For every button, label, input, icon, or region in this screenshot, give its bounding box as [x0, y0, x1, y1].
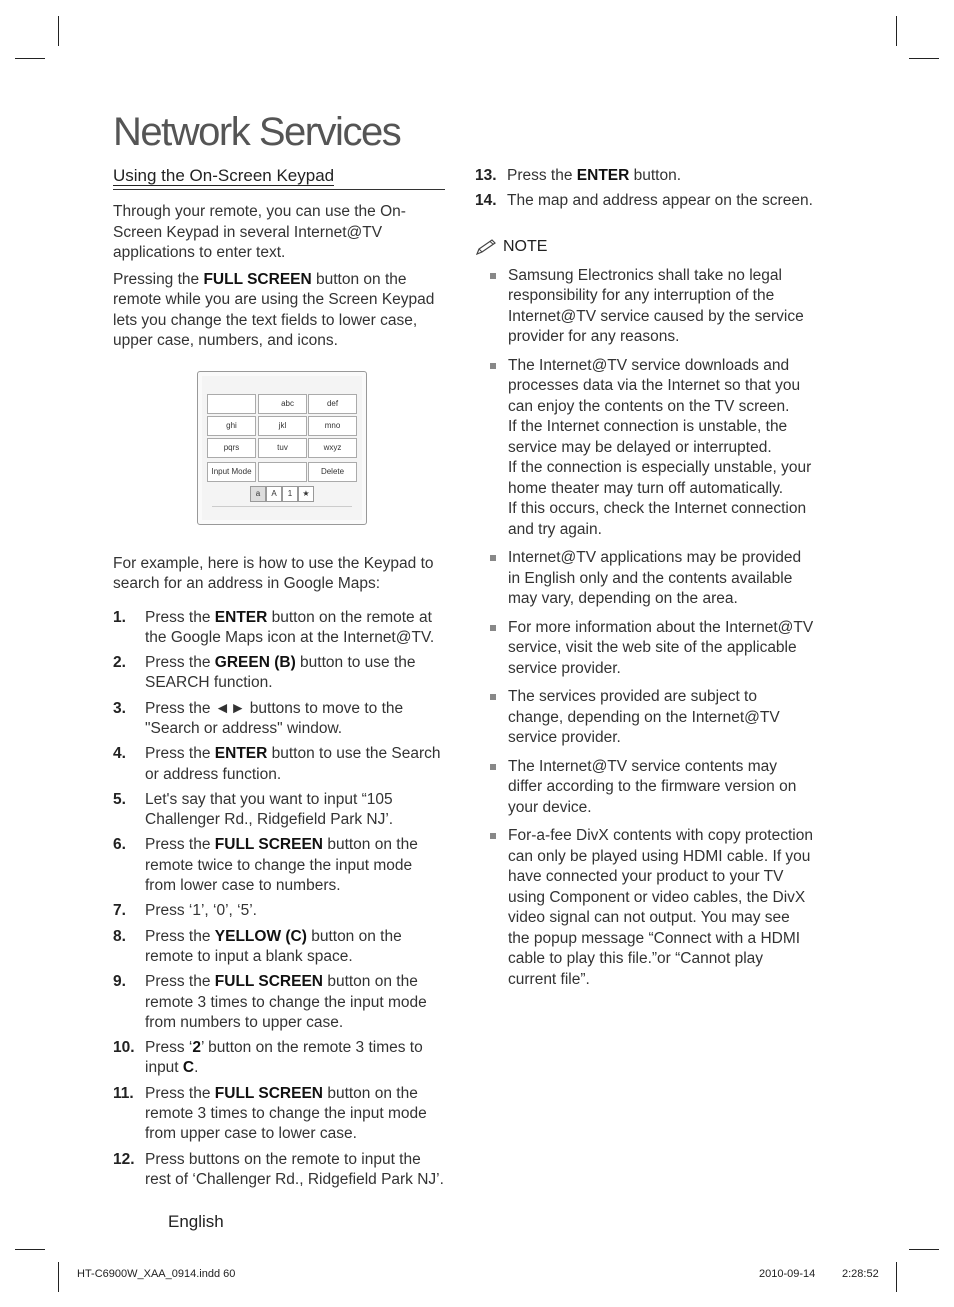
input-mode-bar [250, 486, 314, 502]
crop-mark [896, 1262, 897, 1292]
step-text: Press ‘1’, ‘0’, ‘5’. [145, 902, 257, 920]
text: Pressing the [113, 270, 204, 288]
step-bold: FULL SCREEN [214, 836, 324, 854]
step-number: 13. [475, 167, 497, 184]
step-number: 5. [113, 790, 126, 808]
page-title: Network Services [113, 110, 401, 154]
step-bold: YELLOW (C) [214, 927, 307, 945]
mode-number: 1 [282, 486, 298, 502]
right-column [475, 166, 815, 998]
note-item [475, 757, 815, 819]
crop-mark [15, 58, 45, 59]
bullet-square-icon [490, 694, 496, 700]
step-number: 1. [113, 608, 126, 626]
note-text: For-a-fee DivX contents with copy protection can only be played using HDMI cable. If you have connected your product to your TV using Component or video cables, the DivX video signal can not output. You may see the popup message “Connect with a HDMI cable to play this file.”or “Cannot play current file”. [508, 827, 813, 988]
step-number: 4. [113, 745, 126, 763]
step-text: button on the remote 3 times to change the input mode from upper case to lower case. [145, 1084, 427, 1143]
step-number: 2. [113, 654, 126, 672]
note-list [475, 266, 815, 991]
step-text: . [194, 1059, 199, 1077]
mode-lower: a [250, 486, 266, 502]
step-number: 12. [113, 1150, 135, 1168]
footer-language: English [168, 1212, 224, 1231]
keypad-key: def [308, 394, 357, 414]
bullet-square-icon [490, 625, 496, 631]
keypad-key: jkl [258, 416, 307, 436]
step-text: button on the remote twice to change the input mode from lower case to numbers. [145, 836, 418, 895]
step-item [113, 653, 445, 694]
bold-text: FULL SCREEN [203, 270, 312, 288]
step-text: Press the ◄► buttons to move to the "Search or address" window. [145, 699, 404, 737]
step-item [113, 835, 445, 896]
slug-date: 2010-09-14 [759, 1268, 816, 1280]
step-item [113, 744, 445, 785]
step-text: Let's say that you want to input “105 Challenger Rd., Ridgefield Park NJ’. [145, 790, 394, 829]
step-text: Press buttons on the remote to input the rest of ‘Challenger Rd., Ridgefield Park NJ’. [145, 1150, 444, 1188]
crop-mark [58, 16, 59, 46]
keypad-key: mno [308, 416, 357, 436]
fullscreen-paragraph [113, 270, 445, 352]
keypad-key: tuv [258, 438, 307, 458]
onscreen-keypad-illustration [197, 371, 367, 525]
mode-upper: A [266, 486, 282, 502]
note-heading [475, 238, 815, 256]
bullet-square-icon [490, 273, 496, 279]
note-text: Samsung Electronics shall take no legal responsibility for any interruption of the Internet@TV service caused by the service provider for any reasons. [508, 266, 804, 346]
step-text: Press the [145, 608, 215, 626]
text: button on the remote while you are using the Screen Keypad lets you change the text fields to lower case, upper case, numbers, and icons. [113, 270, 435, 349]
step-item [113, 1038, 445, 1079]
step-bold: GREEN (B) [214, 654, 296, 672]
step-item [113, 608, 445, 649]
crop-mark [909, 1249, 939, 1250]
keypad-key: pqrs [207, 438, 256, 458]
step-list [113, 608, 445, 1191]
keypad-divider [212, 506, 352, 507]
keypad-key: abc [258, 394, 307, 414]
note-text: The Internet@TV service downloads and processes data via the Internet so that you can enjoy the contents on the TV screen. If the Internet connection is unstable, the service may be delayed or interrupted. If the connection is especially unstable, your home theater may turn off automatically. If this occurs, check the Internet connection and try again. [508, 356, 812, 538]
step-text: Press the [145, 973, 215, 991]
step-text: Press the [145, 927, 215, 945]
slug-file: HT-C6900W_XAA_0914.indd 60 [77, 1268, 236, 1280]
keypad-key: ghi [207, 416, 256, 436]
step-text: button on the remote at the Google Maps icon at the Internet@TV. [145, 608, 435, 646]
bullet-square-icon [490, 555, 496, 561]
note-text: Internet@TV applications may be provided in English only and the contents available may vary, depending on the area. [508, 549, 802, 608]
step-text: Press the [507, 167, 577, 184]
keypad-key [258, 462, 307, 482]
section-title-text: Using the On-Screen Keypad [113, 166, 335, 185]
note-text: For more information about the Internet@TV service, visit the web site of the applicable service provider. [508, 618, 814, 677]
crop-mark [58, 1262, 59, 1292]
step-bold: ENTER [576, 167, 630, 184]
step-number: 10. [113, 1039, 135, 1057]
crop-mark [896, 16, 897, 46]
step-text: Press ‘ [145, 1039, 193, 1057]
crop-mark [909, 58, 939, 59]
step-number: 14. [475, 192, 497, 210]
step-item [113, 901, 445, 921]
note-item [475, 266, 815, 348]
keypad-key: Delete [308, 462, 357, 482]
note-text: The services provided are subject to change, depending on the Internet@TV service provider. [508, 688, 780, 747]
bullet-square-icon [490, 764, 496, 770]
step-bold: ENTER [214, 608, 268, 626]
step-text: Press the [145, 1084, 215, 1102]
step-text: button to use the Search or address function. [145, 745, 441, 783]
step-bold: C [182, 1059, 195, 1077]
pencil-icon [475, 238, 499, 256]
note-label: NOTE [503, 237, 548, 255]
intro-paragraph: Through your remote, you can use the On-Screen Keypad in several Internet@TV applications to enter text. [113, 203, 406, 261]
step-number: 8. [113, 927, 126, 945]
step-text: Press the [145, 745, 215, 763]
note-text: The Internet@TV service contents may differ according to the firmware version on your device. [508, 757, 797, 816]
step-text: button on the remote to input a blank space. [145, 927, 402, 965]
step-text: The map and address appear on the screen. [507, 192, 813, 210]
step-text: ’ button on the remote 3 times to input [145, 1039, 423, 1077]
step-bold: FULL SCREEN [214, 1084, 324, 1102]
crop-mark [15, 1249, 45, 1250]
step-number: 6. [113, 836, 126, 854]
step-item [113, 972, 445, 1033]
note-item [475, 618, 815, 680]
keypad-key [207, 394, 256, 414]
step-item [113, 699, 445, 740]
keypad-key: wxyz [308, 438, 357, 458]
step-bold: FULL SCREEN [214, 973, 324, 991]
step-number: 11. [113, 1084, 134, 1102]
step-item [113, 1150, 445, 1191]
bullet-square-icon [490, 363, 496, 369]
step-number: 3. [113, 699, 126, 717]
note-item [475, 826, 815, 990]
step-number: 7. [113, 902, 126, 920]
step-list-continued [475, 166, 815, 212]
note-item [475, 687, 815, 749]
step-item [113, 927, 445, 968]
step-text: Press the [145, 654, 215, 672]
step-bold: 2 [192, 1039, 201, 1057]
step-item [475, 166, 815, 186]
note-item [475, 356, 815, 541]
example-paragraph: For example, here is how to use the Keypad to search for an address in Google Maps: [113, 554, 434, 592]
note-item [475, 548, 815, 610]
section-title [113, 166, 445, 190]
step-text: button. [629, 167, 682, 184]
step-item [113, 1084, 445, 1145]
slug-time: 2:28:52 [842, 1268, 879, 1280]
mode-symbol: ★ [298, 486, 314, 502]
left-column [113, 166, 445, 1195]
step-text: button on the remote 3 times to change the input mode from numbers to upper case. [145, 973, 427, 1031]
step-item [475, 191, 815, 211]
bullet-square-icon [490, 833, 496, 839]
step-bold: ENTER [214, 745, 268, 763]
step-text: Press the [145, 836, 215, 854]
step-text: button to use the SEARCH function. [145, 654, 416, 692]
keypad-key: Input Mode [207, 462, 256, 482]
step-number: 9. [113, 973, 126, 991]
step-item [113, 790, 445, 831]
